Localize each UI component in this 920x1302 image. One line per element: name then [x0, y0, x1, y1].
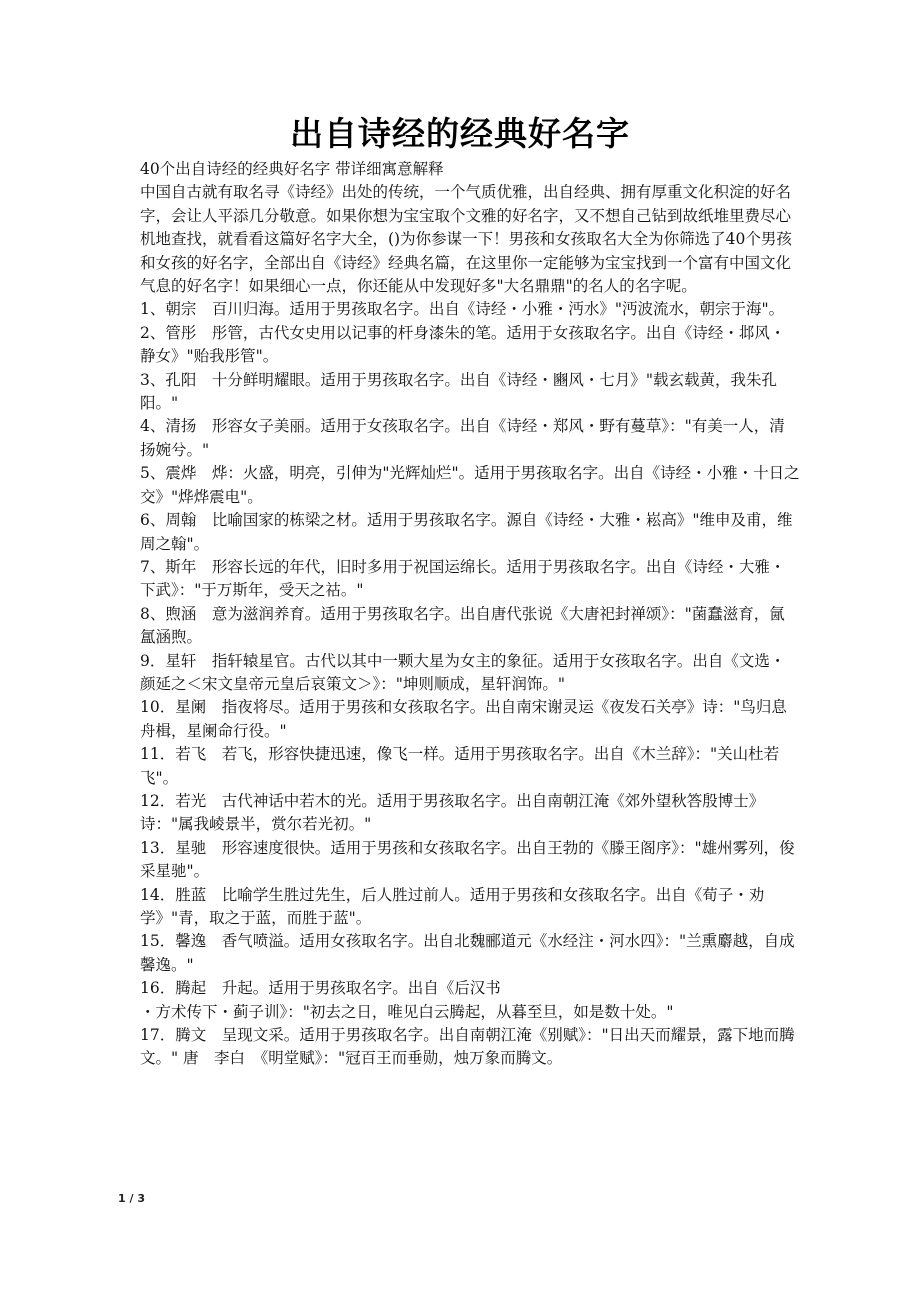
name-entry-4: 4、清扬 形容女子美丽。适用于女孩取名字。出自《诗经・郑风・野有蔓草》："有美一人，清扬婉兮。"	[140, 417, 785, 459]
name-entry-6: 6、周翰 比喻国家的栋梁之材。适用于男孩取名字。源自《诗经・大雅・崧高》"维申及甫，维周之翰"。	[140, 511, 793, 553]
name-entry-16-tail: ・方术传下・蓟子训》："初去之日，唯见白云腾起，从暮至旦，如是数十处。"	[140, 1002, 674, 1021]
name-entry-7: 7、斯年 形容长远的年代，旧时多用于祝国运绵长。适用于男孩取名字。出自《诗经・大雅・下武》："于万斯年，受天之祜。"	[140, 557, 786, 600]
name-entry-10: 10．星阑 指夜将尽。适用于男孩和女孩取名字。出自南宋谢灵运《夜发石关亭》诗："鸟归息舟楫，星阑命行役。"	[140, 698, 787, 740]
name-entry-2: 2、管彤 彤管，古代女史用以记事的杆身漆朱的笔。适用于女孩取名字。出自《诗经・邶风・静女》"贻我彤管"。	[140, 323, 786, 366]
page-indicator: 1 / 3	[118, 1192, 145, 1205]
name-entry-17: 17．腾文 呈现文采。适用于男孩取名字。出自南朝江淹《别赋》："日出天而耀景，露下地而腾文。" 唐 李白 《明堂赋》："冠百王而垂勋，烛万象而腾文。	[140, 1026, 795, 1068]
document-body	[140, 158, 800, 1071]
name-entry-3: 3、孔阳 十分鲜明耀眼。适用于男孩取名字。出自《诗经・豳风・七月》"载玄载黄，我朱孔阳。"	[140, 370, 777, 413]
name-entry-15: 15．馨逸 香气喷溢。适用女孩取名字。出自北魏郦道元《水经注・河水四》："兰熏麝越，自成馨逸。"	[140, 932, 795, 974]
document-subtitle: 40个出自诗经的经典好名字 带详细寓意解释	[140, 160, 444, 178]
name-entry-8: 8、煦涵 意为滋润养育。适用于男孩取名字。出自唐代张说《大唐祀封禅颂》："菌蠢滋育，氤氲涵煦。	[140, 604, 785, 647]
intro-paragraph: 中国自古就有取名寻《诗经》出处的传统，一个气质优雅，出自经典、拥有厚重文化积淀的好名字，会让人平添几分敬意。如果你想为宝宝取个文雅的好名字，又不想自己钻到故纸堆里费尽心机地查找，就看看这篇好名字大全，()为你参谋一下！男孩和女孩取名大全为你筛选了40个男孩和女孩的好名字，全部出自《诗经》经典名篇，在这里你一定能够为宝宝找到一个富有中国文化气息的好名字！如果细心一点，你还能从中发现好多"大名鼎鼎"的名人的名字呢。	[140, 183, 792, 296]
name-entry-16-head: 16．腾起 升起。适用于男孩取名字。出自《后汉书	[140, 979, 501, 998]
name-entry-12: 12．若光 古代神话中若木的光。适用于男孩取名字。出自南朝江淹《郊外望秋答殷博士》诗："属我崚景半，赏尔若光初。"	[140, 791, 765, 834]
name-entry-5: 5、震烨 烨：火盛，明亮，引伸为"光辉灿烂"。适用于男孩取名字。出自《诗经・小雅・十日之交》"烨烨震电"。	[140, 464, 800, 506]
name-entry-1: 1、朝宗 百川归海。适用于男孩取名字。出自《诗经・小雅・沔水》"沔波流水，朝宗于海"。	[140, 300, 785, 319]
document-title: 出自诗经的经典好名字	[290, 114, 630, 153]
name-entry-13: 13．星驰 形容速度很快。适用于男孩和女孩取名字。出自王勃的《滕王阁序》："雄州雾列，俊采星驰"。	[140, 838, 795, 881]
name-entry-11: 11．若飞 若飞，形容快捷迅速，像飞一样。适用于男孩取名字。出自《木兰辞》："关山杜若飞"。	[140, 745, 780, 787]
name-entry-14: 14．胜蓝 比喻学生胜过先生，后人胜过前人。适用于男孩和女孩取名字。出自《荀子・劝学》"青，取之于蓝，而胜于蓝"。	[140, 885, 765, 927]
name-entry-9: 9．星轩 指轩辕星官。古代以其中一颗大星为女主的象征。适用于女孩取名字。出自《文选・颜延之＜宋文皇帝元皇后哀策文＞》："坤则顺成，星轩润饰。"	[140, 651, 786, 693]
